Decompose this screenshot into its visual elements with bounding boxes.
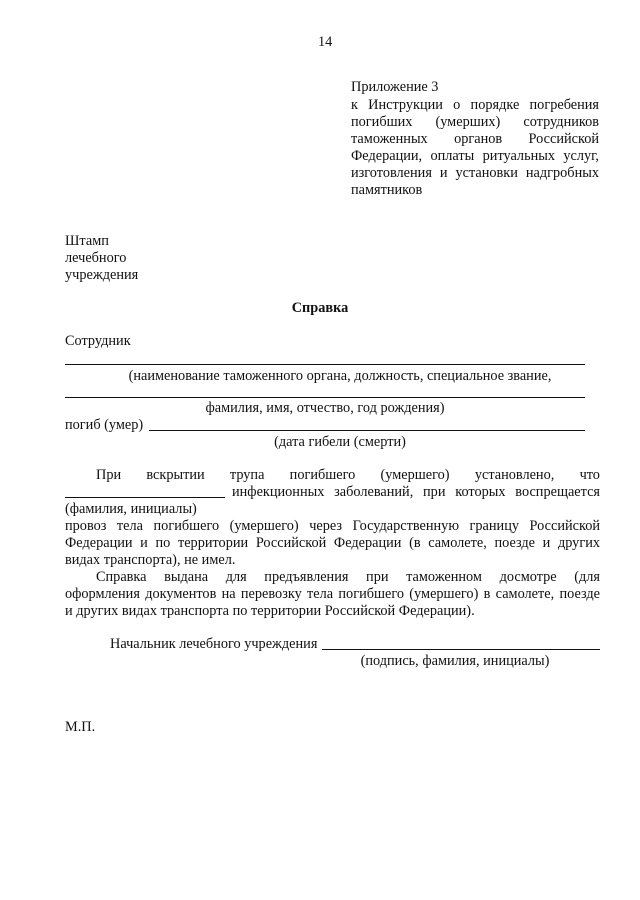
signature-label: Начальник лечебного учреждения [110,636,318,652]
employee-name-line [65,397,585,398]
employee-org-line [65,364,585,365]
signature-line [322,649,600,650]
paragraph-1-line-6: видах транспорта), не имел. [65,552,236,568]
paragraph-2-line-3: и других видах транспорта по территории Российской Федерации). [65,603,475,619]
page-number: 14 [318,34,333,50]
paragraph-1-line-4: провоз тела погибшего (умершего) через Государственную границу Российской [65,518,600,534]
paragraph-1-line-1 [96,467,600,484]
paragraph-1-line-2: инфекционных заболеваний, при которых воспрещается [232,484,600,500]
name-initials-line [65,497,225,498]
employee-hint-2: фамилия, имя, отчество, год рождения) [205,400,445,416]
stamp-line: Штамп [65,233,109,249]
word: (умершего) [380,467,450,483]
appendix-line: Федерации, оплаты ритуальных услуг, [351,148,599,164]
appendix-line: памятников [351,182,423,198]
paragraph-1-line-5: Федерации и по территории Российской Федерации (в самолете, поезде и других [65,535,600,551]
appendix-line: к Инструкции о порядке погребения [351,97,599,113]
word: погибшего [289,467,356,483]
died-hint: (дата гибели (смерти) [274,434,406,450]
signature-hint: (подпись, фамилия, инициалы) [360,653,550,669]
died-label: погиб (умер) [65,417,144,433]
employee-hint-1: (наименование таможенного органа, должность, специальное звание, [128,368,552,384]
employee-label: Сотрудник [65,333,131,349]
appendix-line: таможенных органов Российской [351,131,599,147]
appendix-line: изготовления и установки надгробных [351,165,599,181]
appendix-title: Приложение 3 [351,79,439,95]
appendix-reference [351,97,599,199]
appendix-line: погибших (умерших) сотрудников [351,114,599,130]
word: что [579,467,600,483]
stamp-label [65,233,138,284]
died-date-line [149,430,585,431]
paragraph-2-line-2: оформления документов на перевозку тела погибшего (умершего) в самолете, поезде [65,586,600,602]
word: установлено, [474,467,555,483]
word: трупа [229,467,265,483]
stamp-line: учреждения [65,267,139,283]
name-initials-hint: (фамилия, инициалы) [65,501,197,517]
word: вскрытии [146,467,205,483]
document-title: Справка [291,300,349,316]
word: При [96,467,122,483]
paragraph-2-line-1: Справка выдана для предъявления при таможенном досмотре (для [96,569,600,585]
seal-mark: М.П. [65,719,96,735]
stamp-line: лечебного [65,250,127,266]
